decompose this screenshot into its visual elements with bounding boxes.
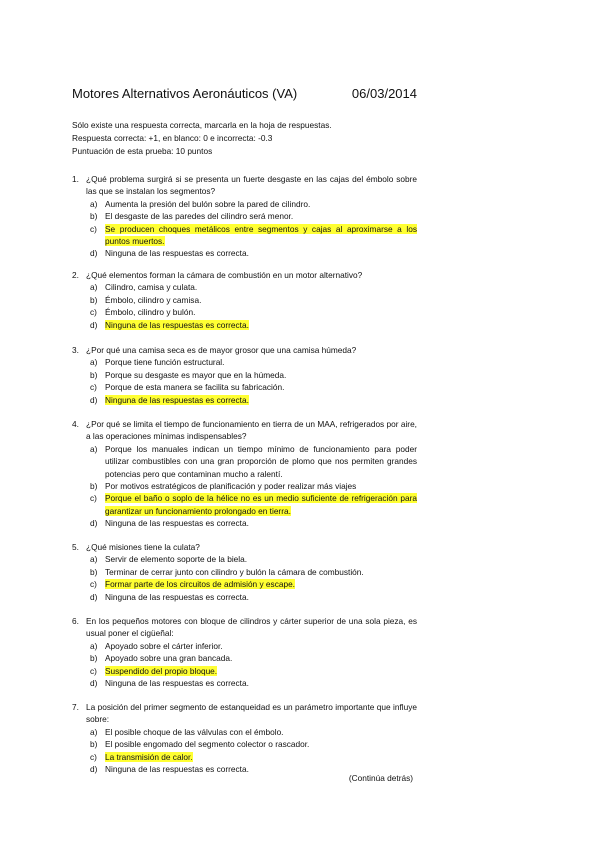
answer-option [90,726,417,738]
option-text [105,198,417,210]
answer-text: Cilindro, camisa y culata. [105,282,198,293]
highlighted-answer: Formar parte de los circuitos de admisión y escape. [105,579,295,590]
question-3 [72,344,417,406]
answer-option-correct [90,751,417,763]
option-text [105,492,417,517]
option-letter: c) [90,493,97,504]
instruction-line: Puntuación de esta prueba: 10 puntos [72,146,213,156]
question-number: 5. [72,542,79,552]
option-text [105,738,417,750]
answer-option [90,566,417,578]
question-stem [72,615,417,640]
answer-text: Porque tiene función estructural. [105,357,225,368]
option-letter: c) [90,579,97,590]
question-number: 3. [72,345,79,355]
answer-text: El posible engomado del segmento colector o rascador. [105,739,310,750]
option-letter: c) [90,665,97,676]
answer-option [90,210,417,222]
answer-option-correct [90,394,417,406]
continue-note: (Continúa detrás) [348,773,413,783]
option-letter: c) [90,382,97,393]
option-text [105,319,417,331]
highlighted-answer: La transmisión de calor. [105,751,193,762]
option-letter: b) [90,369,98,380]
answer-text: Ninguna de las respuestas es correcta. [105,248,249,259]
answer-text: El desgaste de las paredes del cilindro será menor. [105,211,294,222]
question-stem [72,173,417,198]
question-stem [72,541,417,553]
answer-option [90,381,417,393]
option-letter: d) [90,678,98,689]
option-letter: b) [90,481,98,492]
question-number: 1. [72,174,79,184]
answer-option [90,356,417,368]
answer-text: Aumenta la presión del bulón sobre la pared de cilindro. [105,198,311,209]
question-stem [72,269,417,281]
option-text [105,726,417,738]
question-4 [72,418,417,530]
option-text [105,480,417,492]
highlighted-answer: Ninguna de las respuestas es correcta. [105,319,249,330]
question-number: 4. [72,419,79,429]
answer-text: Émbolo, cilindro y bulón. [105,307,196,318]
answer-option-correct [90,319,417,331]
answer-text: Émbolo, cilindro y camisa. [105,294,202,305]
option-letter: b) [90,211,98,222]
option-text [105,356,417,368]
question-7 [72,701,417,775]
exam-title: Motores Alternativos Aeronáuticos (VA) [72,86,298,101]
answer-option-correct [90,578,417,590]
question-text: La posición del primer segmento de estanqueidad es un parámetro importante que influye sobre: [86,702,417,725]
option-letter: a) [90,726,98,737]
answer-text: Ninguna de las respuestas es correcta. [105,518,249,529]
highlighted-answer: Ninguna de las respuestas es correcta. [105,394,249,405]
answer-text: Apoyado sobre una gran bancada. [105,653,233,664]
instructions [72,119,332,158]
option-text [105,443,417,480]
option-text [105,381,417,393]
option-letter: d) [90,394,98,405]
answer-text: Por motivos estratégicos de planificación y poder realizar más viajes [105,481,357,492]
option-text [105,553,417,565]
answer-option [90,480,417,492]
option-letter: a) [90,443,98,454]
answer-option [90,677,417,689]
answer-option [90,553,417,565]
answer-text: Apoyado sobre el cárter inferior. [105,640,223,651]
option-text [105,223,417,248]
highlighted-answer: Porque el baño o soplo de la hélice no es un medio suficiente de refrigeración para garantizar un funcionamiento prolongado en tierra. [105,493,417,516]
answer-option [90,517,417,529]
question-2 [72,269,417,331]
option-letter: b) [90,739,98,750]
answer-text: Ninguna de las respuestas es correcta. [105,591,249,602]
answer-option [90,281,417,293]
option-letter: a) [90,282,98,293]
question-number: 2. [72,270,79,280]
option-letter: d) [90,248,98,259]
question-number: 6. [72,616,79,626]
option-text [105,210,417,222]
option-text [105,677,417,689]
option-text [105,517,417,529]
option-text [105,751,417,763]
answer-option-correct [90,492,417,517]
answer-text: El posible choque de las válvulas con el émbolo. [105,726,284,737]
option-text [105,281,417,293]
question-stem [72,701,417,726]
option-letter: a) [90,554,98,565]
question-number: 7. [72,702,79,712]
option-letter: c) [90,223,97,234]
answer-option-correct [90,665,417,677]
answer-text: Ninguna de las respuestas es correcta. [105,678,249,689]
option-letter: a) [90,640,98,651]
highlighted-answer: Se producen choques metálicos entre segmentos y cajas al aproximarse a los puntos muertos. [105,223,417,247]
answer-option [90,247,417,259]
option-text [105,294,417,306]
answer-text: Porque de esta manera se facilita su fabricación. [105,382,285,393]
answer-text: Porque su desgaste es mayor que en la húmeda. [105,369,287,380]
answer-text: Ninguna de las respuestas es correcta. [105,764,249,775]
highlighted-answer: Suspendido del propio bloque. [105,665,218,676]
question-text: ¿Qué misiones tiene la culata? [86,542,200,552]
instruction-line: Respuesta correcta: +1, en blanco: 0 e incorrecta: -0.3 [72,133,273,143]
question-stem [72,418,417,443]
answer-text: Servir de elemento soporte de la biela. [105,554,248,565]
option-letter: b) [90,294,98,305]
option-letter: d) [90,764,98,775]
option-text [105,369,417,381]
option-letter: a) [90,198,98,209]
answer-option [90,369,417,381]
answer-option [90,294,417,306]
question-text: ¿Por qué una camisa seca es de mayor grosor que una camisa húmeda? [86,345,357,355]
option-letter: b) [90,653,98,664]
option-letter: d) [90,591,98,602]
answer-text: Terminar de cerrar junto con cilindro y bulón la cámara de combustión. [105,566,364,577]
question-text: En los pequeños motores con bloque de cilindros y cárter superior de una sola pieza, es usual poner el cigüeñal: [86,616,417,639]
option-text [105,578,417,590]
question-text: ¿Qué elementos forman la cámara de combustión en un motor alternativo? [86,270,363,280]
option-letter: b) [90,566,98,577]
answer-option [90,640,417,652]
option-text [105,306,417,318]
option-letter: c) [90,751,97,762]
question-stem [72,344,417,356]
option-letter: a) [90,357,98,368]
option-text [105,665,417,677]
exam-date: 06/03/2014 [351,86,417,101]
answer-text: Porque los manuales indican un tiempo mínimo de funcionamiento para poder utilizar combustibles con una gran proporción de plomo que nos permiten grandes potencias pero que contaminan mucho a ralentí. [105,443,417,479]
option-text [105,247,417,259]
answer-option [90,306,417,318]
option-text [105,652,417,664]
option-text [105,394,417,406]
question-1 [72,173,417,260]
answer-option [90,652,417,664]
question-text: ¿Qué problema surgirá si se presenta un fuerte desgaste en las cajas del émbolo sobre las que se instalan los segmentos? [86,174,417,197]
option-letter: c) [90,307,97,318]
option-letter: d) [90,319,98,330]
answer-option [90,738,417,750]
question-6 [72,615,417,689]
option-text [105,591,417,603]
option-letter: d) [90,518,98,529]
question-text: ¿Por qué se limita el tiempo de funcionamiento en tierra de un MAA, refrigerados por aire, a las operaciones mínimas indispensables? [86,419,417,442]
answer-option-correct [90,223,417,248]
answer-option [90,443,417,480]
answer-option [90,591,417,603]
answer-option [90,198,417,210]
option-text [105,640,417,652]
instruction-line: Sólo existe una respuesta correcta, marcarla en la hoja de respuestas. [72,120,332,130]
question-5 [72,541,417,603]
option-text [105,566,417,578]
